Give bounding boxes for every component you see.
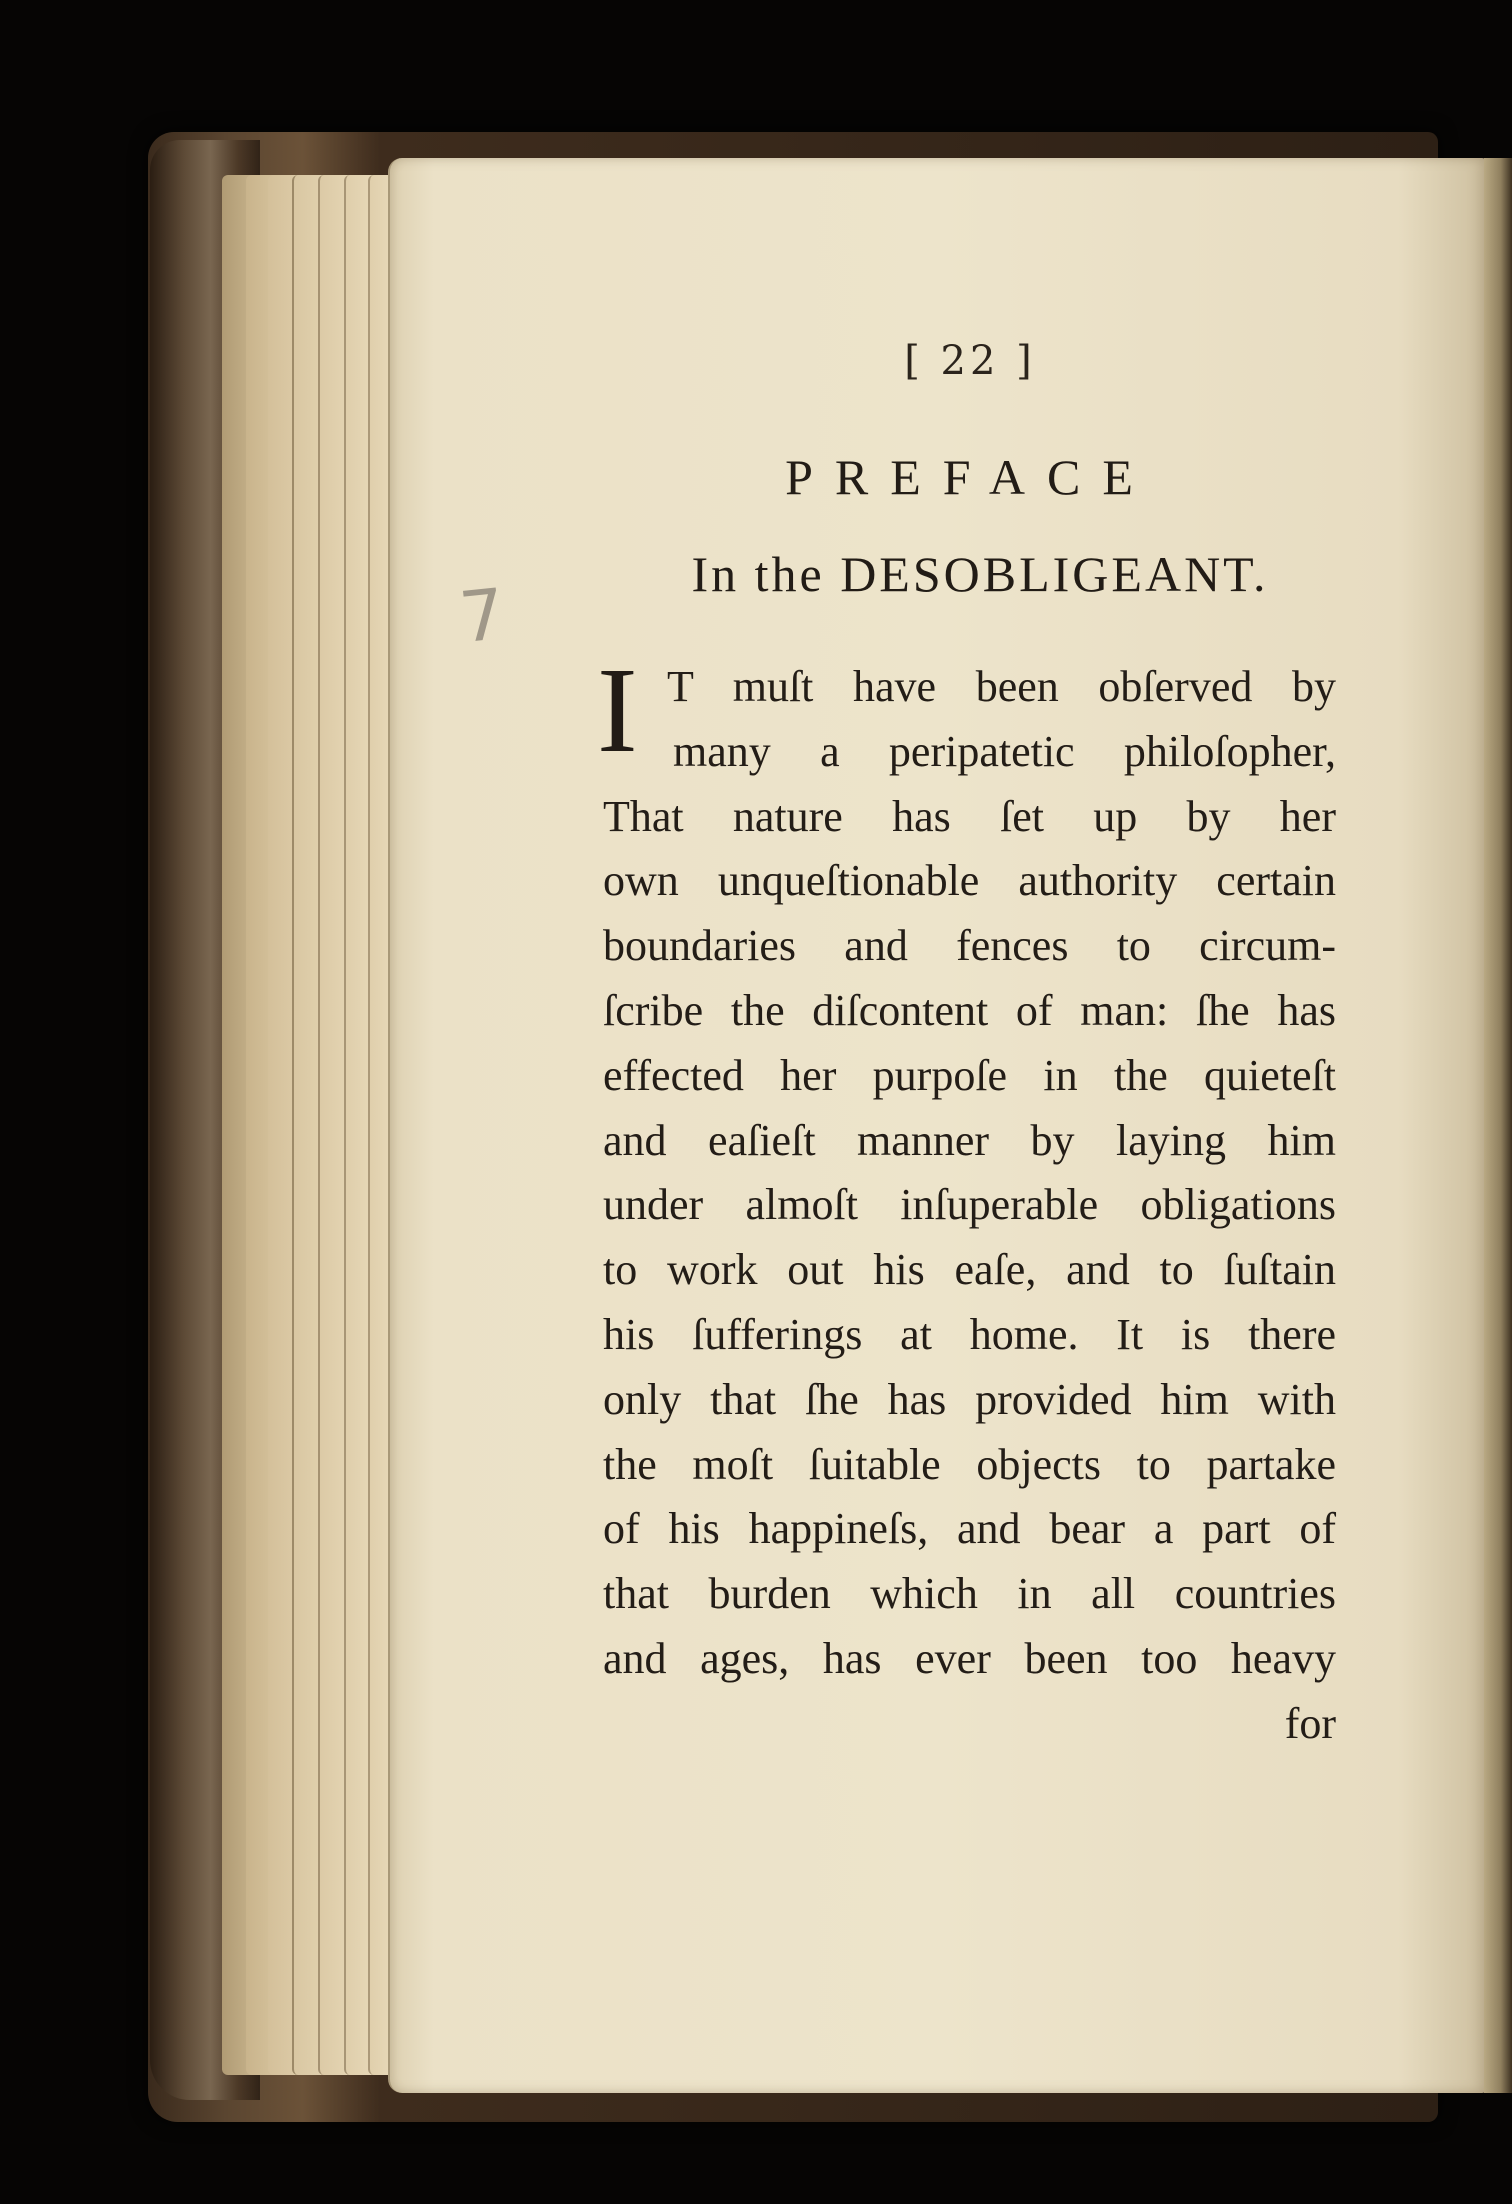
text-line: under almoſt inſuperable obligations (603, 1180, 1336, 1230)
text-line: many a peripatetic philoſopher, (673, 726, 1336, 776)
text-line: and eaſieſt manner by laying him (603, 1115, 1336, 1165)
page-number: [ 22 ] (904, 338, 1036, 384)
text-line: that burden which in all countries (603, 1569, 1336, 1619)
page-gutter (1484, 158, 1512, 2093)
text-line: the moſt ſuitable objects to partake (603, 1439, 1336, 1489)
body-text (603, 655, 1336, 1757)
text-line: his ſufferings at home. It is there (603, 1309, 1336, 1359)
text-line: ſcribe the diſcontent of man: ſhe has (603, 985, 1336, 1035)
text-line: boundaries and fences to circum- (603, 921, 1336, 971)
page-subtitle: In the DESOBLIGEANT. (691, 546, 1269, 602)
text-line: own unqueſtionable authority certain (603, 856, 1336, 906)
text-line: to work out his eaſe, and to ſuſtain (603, 1245, 1336, 1295)
text-line: and ages, has ever been too heavy (603, 1633, 1336, 1683)
text-line: That nature has ſet up by her (603, 791, 1336, 841)
text-line: only that ſhe has provided him with (603, 1374, 1336, 1424)
text-line: of his happineſs, and bear a part of (603, 1504, 1336, 1554)
drop-cap: I (597, 643, 638, 778)
page-title: PREFACE (785, 449, 1155, 505)
catchword: for (1284, 1698, 1336, 1748)
text-line: T muſt have been obſerved by (667, 662, 1336, 711)
text-line: effected her purpoſe in the quieteſt (603, 1050, 1336, 1100)
pencil-margin-mark: 7 (455, 572, 509, 660)
